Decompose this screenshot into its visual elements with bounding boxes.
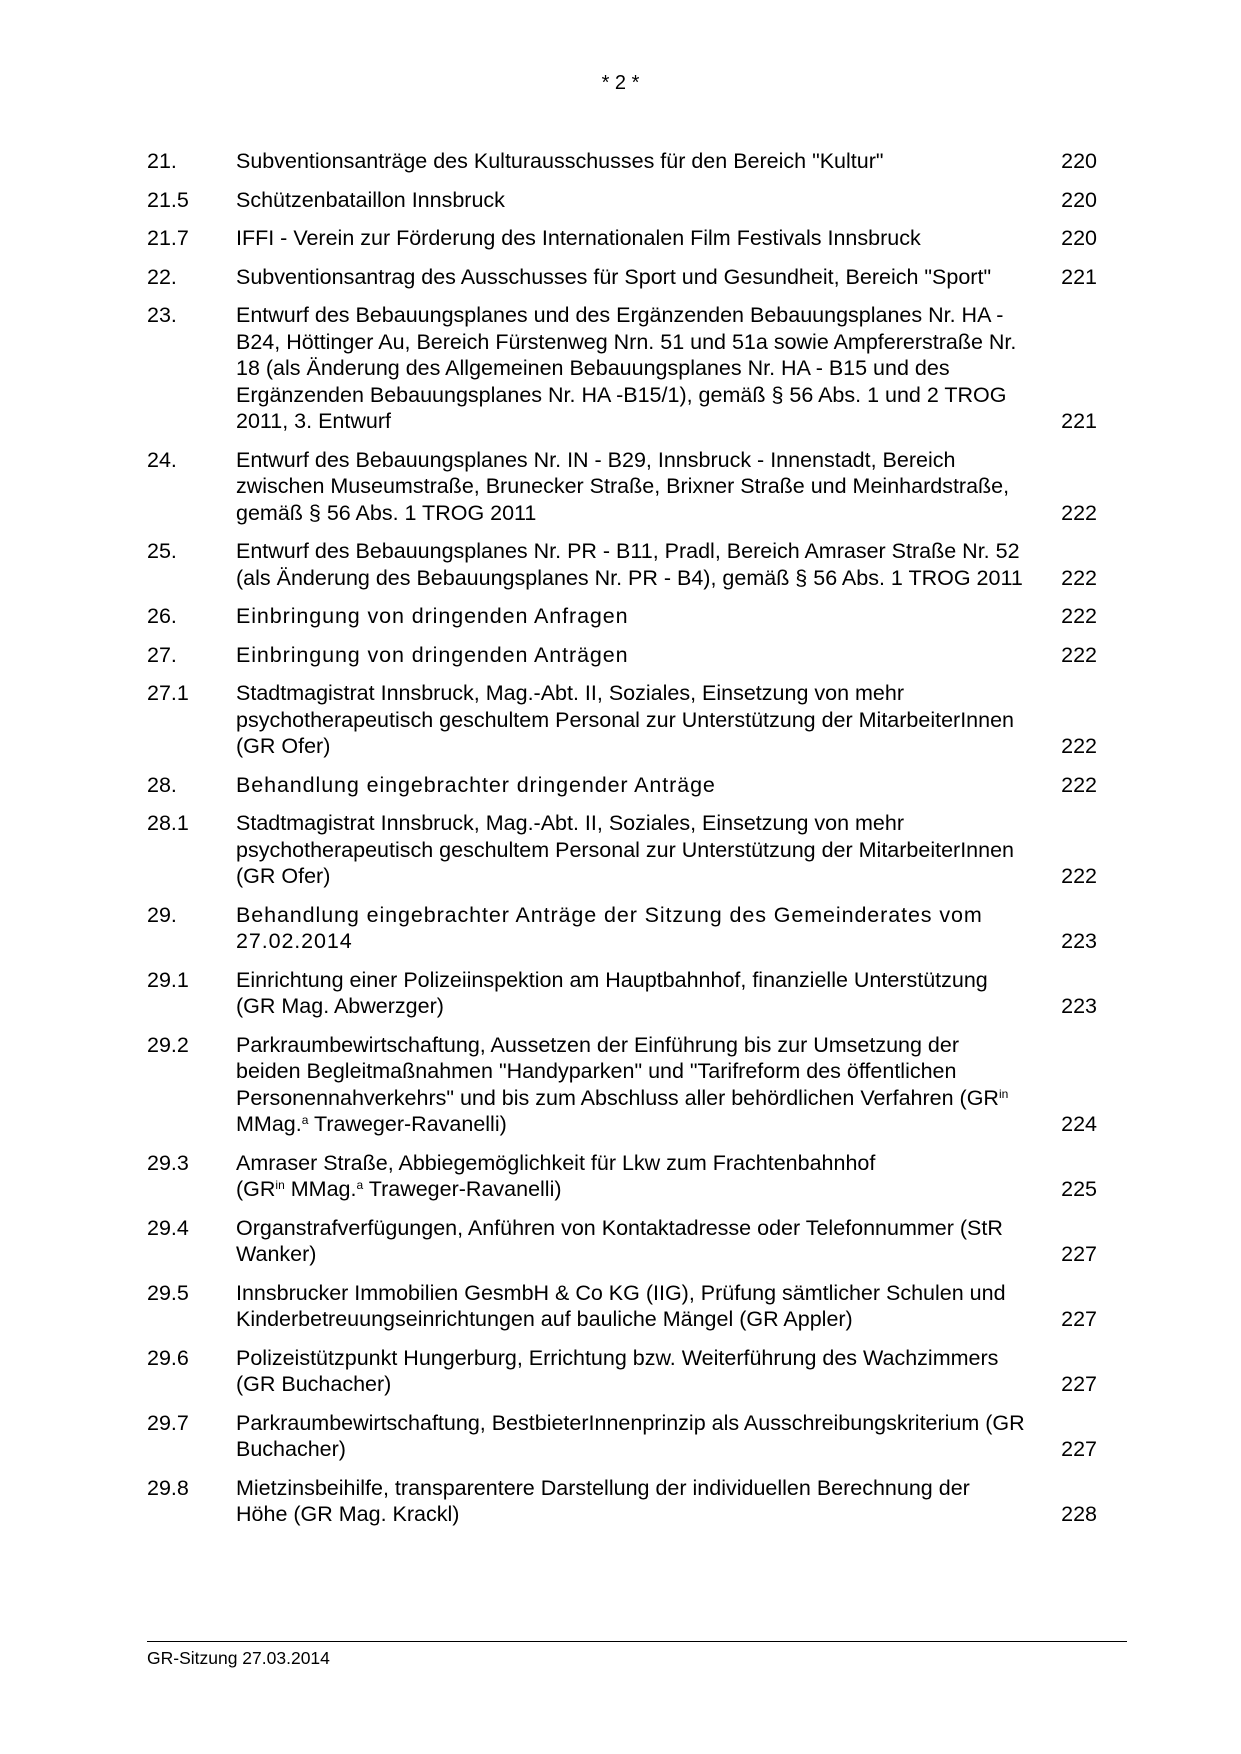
entry-title: IFFI - Verein zur Förderung des Internationalen Film Festivals Innsbruck [236,226,921,250]
council-title-suffix: in [998,1086,1009,1101]
entry-number: 29.3 [147,1150,189,1175]
entry-title: Parkraumbewirtschaftung, BestbieterInnenprinzip als Ausschreibungskriterium (GR Buchacher) [236,1410,1025,1461]
toc-entry [147,225,1097,252]
entry-number: 21.5 [147,187,189,212]
entry-number: 29.2 [147,1032,189,1057]
entry-title: Einbringung von dringenden Anträgen [236,642,629,667]
entry-number: 29.1 [147,967,189,992]
toc-entry [147,772,1097,799]
entry-page: 227 [1061,1372,1097,1396]
toc-entry [147,538,1097,591]
entry-title: Schützenbataillon Innsbruck [236,187,505,212]
entry-page: 223 [1061,994,1097,1018]
entry-number: 27. [147,642,177,667]
entry-page: 222 [1061,642,1097,667]
entry-title: Organstrafverfügungen, Anführen von Kontaktadresse oder Telefonnummer (StR Wanker) [236,1215,1003,1266]
footer-divider [147,1641,1127,1642]
toc-entry [147,148,1097,175]
entry-number: 29.8 [147,1475,189,1500]
council-title-suffix: in [275,1178,285,1192]
entry-title: Polizeistützpunkt Hungerburg, Errichtung bzw. Weiterführung des Wachzimmers (GR Buchacher) [236,1345,999,1396]
person-name: Traweger-Ravanelli) [314,1112,507,1136]
toc-entry [147,902,1097,955]
council-title: GR [966,1085,999,1110]
entry-title: Entwurf des Bebauungsplanes Nr. PR - B11, Pradl, Bereich Amraser Straße Nr. 52 (als Änderung des Bebauungsplanes Nr. PR - B4), gemäß § 56 Abs. 1 TROG 2011 [236,539,1023,590]
entry-number: 24. [147,447,177,472]
toc-entry [147,1280,1097,1333]
entry-title: Behandlung eingebrachter Anträge der Sitzung des Gemeinderates vom 27.02.2014 [236,902,983,953]
entry-title: Subventionsantrag des Ausschusses für Sport und Gesundheit, Bereich "Sport" [236,264,992,289]
toc-entry [147,680,1097,760]
toc-entry [147,1150,1097,1203]
toc-entry [147,1475,1097,1528]
entry-number: 26. [147,604,177,628]
entry-page: 222 [1061,500,1097,525]
entry-title: Stadtmagistrat Innsbruck, Mag.-Abt. II, Soziales, Einsetzung von mehr psychotherapeutisch geschultem Personal zur Unterstützung der MitarbeiterInnen (GR Ofer) [236,811,1014,888]
toc-entry [147,810,1097,890]
entry-title: Amraser Straße, Abbiegemöglichkeit für Lkw zum Frachtenbahnhof ($GR^{in}$ MMag.$^a$ Traweger-Ravanelli) [236,1150,876,1201]
toc-entry [147,1410,1097,1463]
entry-page: 227 [1061,1242,1097,1266]
entry-number: 29.5 [147,1280,189,1305]
entry-title: Behandlung eingebrachter dringender Anträge [236,772,716,797]
toc-entry [147,642,1097,669]
academic-title-suffix: a [356,1178,364,1192]
toc-entry [147,603,1097,630]
entry-page: 227 [1061,1437,1097,1461]
entry-number: 25. [147,539,177,563]
entry-page: 228 [1061,1502,1097,1526]
entry-number: 23. [147,303,177,327]
entry-title-main: Parkraumbewirtschaftung, Aussetzen der Einführung bis zur Umsetzung der beiden Begleitmaßnahmen "Handyparken" und "Tarifreform des öffentlichen Personennahverkehrs" und bis zum Abschluss aller behördlichen Verfahren [236,1032,960,1110]
entry-number: 22. [147,264,177,289]
entry-number: 29.7 [147,1410,189,1435]
entry-page: 222 [1061,565,1097,590]
entry-page: 220 [1061,226,1097,250]
toc-entry [147,967,1097,1020]
entry-title: Subventionsanträge des Kulturausschusses für den Bereich "Kultur" [236,149,884,173]
entry-title: Entwurf des Bebauungsplanes Nr. IN - B29, Innsbruck - Innenstadt, Bereich zwischen Museumstraße, Brunecker Straße, Brixner Straße und Meinhardstraße, gemäß § 56 Abs. 1 TROG 2011 [236,447,1010,525]
table-of-contents [147,148,1097,1540]
entry-number: 28.1 [147,811,189,835]
toc-entry [147,447,1097,527]
toc-entry [147,302,1097,435]
entry-page: 221 [1061,264,1097,289]
entry-page: 220 [1061,187,1097,212]
entry-number: 21.7 [147,226,189,250]
entry-title: Entwurf des Bebauungsplanes und des Ergänzenden Bebauungsplanes Nr. HA - B24, Höttinger Au, Bereich Fürstenweg Nrn. 51 und 51a sowie Ampfererstraße Nr. 18 (als Änderung des Allgemeinen Bebauungsplanes Nr. HA - B15 und des Ergänzenden Bebauungsplanes Nr. HA -B15/1), gemäß § 56 Abs. 1 und 2 TROG 2011, 3. Entwurf [236,303,1017,433]
entry-number: 27.1 [147,681,189,705]
entry-number: 28. [147,772,177,797]
entry-page: 225 [1061,1177,1097,1201]
entry-title: Innsbrucker Immobilien GesmbH & Co KG (IIG), Prüfung sämtlicher Schulen und Kinderbetreuungseinrichtungen auf bauliche Mängel (GR Appler) [236,1280,1006,1331]
entry-page: 227 [1061,1307,1097,1331]
entry-number: 29. [147,902,177,927]
footer-text: GR-Sitzung 27.03.2014 [147,1648,330,1668]
entry-title: Parkraumbewirtschaftung, Aussetzen der Einführung bis zur Umsetzung der beiden Begleitmaßnahmen "Handyparken" und "Tarifreform des öffentlichen Personennahverkehrs" und bis zum Abschluss aller behördlichen Verfahren ($GR^{in}$ MMag.$^a$ Traweger-Ravanelli) [236,1032,1009,1136]
entry-title: Einbringung von dringenden Anfragen [236,604,629,628]
entry-page: 220 [1061,149,1097,173]
entry-page: 222 [1061,864,1097,888]
academic-title-suffix: a [301,1113,309,1127]
page-number: * 2 * [601,72,640,94]
entry-page: 222 [1061,734,1097,758]
entry-page: 222 [1061,604,1097,628]
entry-page: 224 [1061,1112,1097,1136]
academic-title: MMag. [236,1112,302,1136]
toc-entry [147,187,1097,214]
entry-page: 223 [1061,929,1097,953]
toc-entry [147,1215,1097,1268]
entry-number: 29.6 [147,1345,189,1370]
entry-title: Einrichtung einer Polizeiinspektion am Hauptbahnhof, finanzielle Unterstützung (GR Mag. Abwerzger) [236,967,988,1018]
entry-page: 221 [1061,409,1097,433]
academic-title: MMag. [290,1177,357,1201]
toc-entry [147,1345,1097,1398]
entry-title: Mietzinsbeihilfe, transparentere Darstellung der individuellen Berechnung der Höhe (GR Mag. Krackl) [236,1475,970,1526]
entry-number: 21. [147,149,177,173]
entry-page: 222 [1061,772,1097,797]
council-title: GR [243,1177,276,1201]
entry-title: Stadtmagistrat Innsbruck, Mag.-Abt. II, Soziales, Einsetzung von mehr psychotherapeutisch geschultem Personal zur Unterstützung der MitarbeiterInnen (GR Ofer) [236,681,1014,758]
person-name: Traweger-Ravanelli) [368,1177,562,1201]
entry-number: 29.4 [147,1215,189,1240]
toc-entry [147,1032,1097,1138]
entry-title-main: Amraser Straße, Abbiegemöglichkeit für Lkw zum Frachtenbahnhof [236,1150,876,1175]
toc-entry [147,264,1097,291]
